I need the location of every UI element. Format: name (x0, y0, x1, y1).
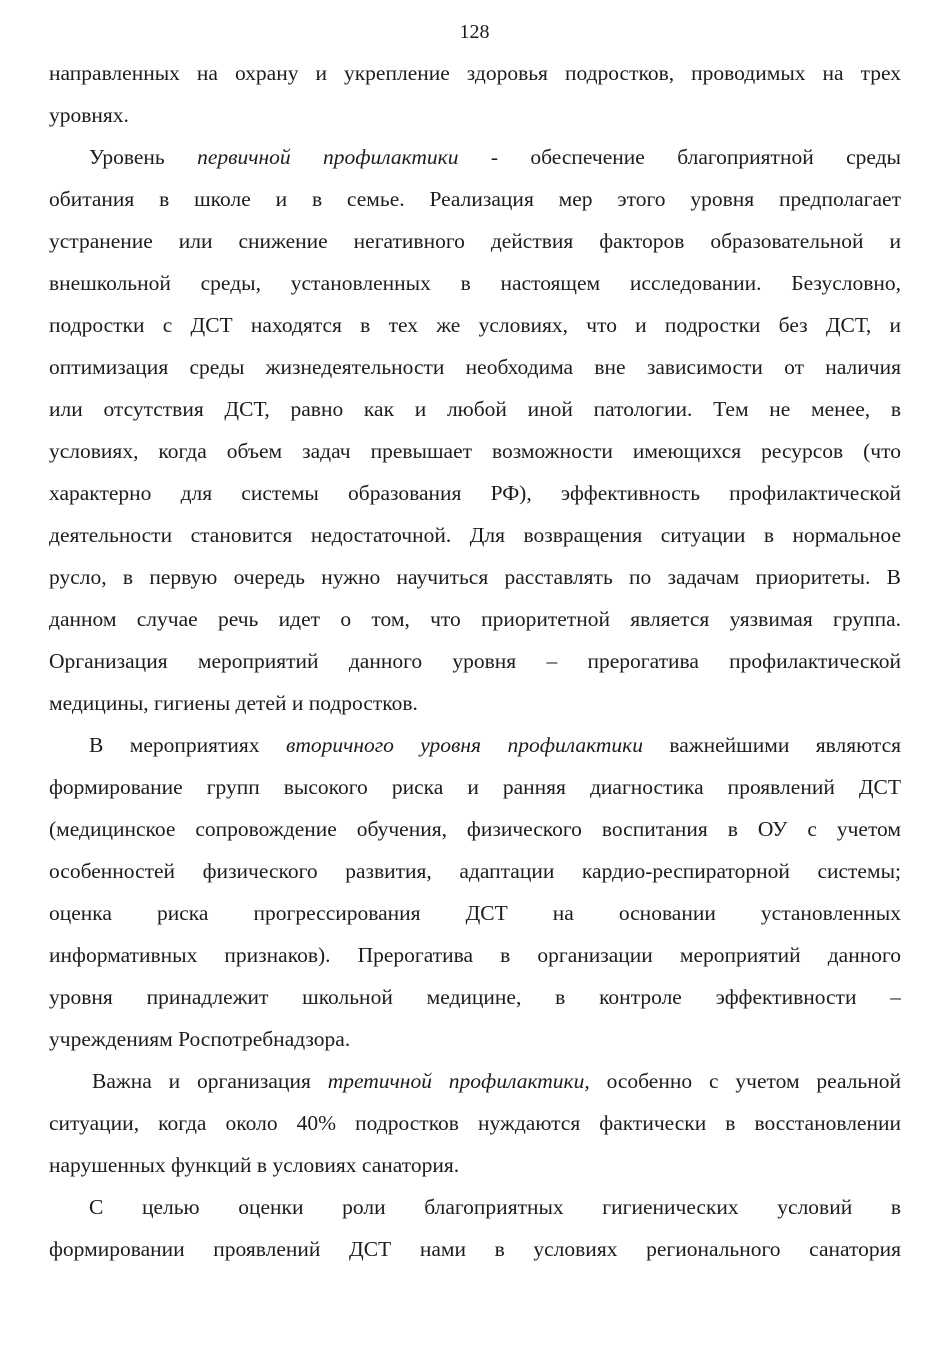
text-line-tertiary-prevention (49, 1060, 901, 1102)
text-line: оптимизация среды жизнедеятельности необходима вне зависимости от наличия (49, 355, 901, 379)
text-line: уровнях. (49, 103, 129, 127)
text-line: подростки с ДСТ находятся в тех же условиях, что и подростки без ДСТ, и (49, 313, 901, 337)
text-run: Уровень (89, 145, 198, 169)
text-line-secondary-prevention (49, 724, 901, 766)
text-run: - обеспечение благоприятной среды (458, 145, 901, 169)
text-run: важнейшими являются (642, 733, 901, 757)
text-line: Организация мероприятий данного уровня – прерогатива профилактической (49, 649, 901, 673)
text-line: С целью оценки роли благоприятных гигиенических условий в (89, 1195, 901, 1219)
text-line: деятельности становится недостаточной. Для возвращения ситуации в нормальное (49, 523, 901, 547)
emphasis-secondary-prevention: вторичного уровня профилактики (285, 733, 643, 757)
text-line: характерно для системы образования РФ), эффективность профилактической (49, 481, 901, 505)
text-line: русло, в первую очередь нужно научиться расставлять по задачам приоритеты. В (49, 565, 901, 589)
text-line: (медицинское сопровождение обучения, физического воспитания в ОУ с учетом (49, 817, 901, 841)
text-line: ситуации, когда около 40% подростков нуждаются фактически в восстановлении (49, 1111, 901, 1135)
text-line: информативных признаков). Прерогатива в организации мероприятий данного (49, 943, 901, 967)
text-line: нарушенных функций в условиях санатория. (49, 1153, 460, 1177)
text-line: формировании проявлений ДСТ нами в условиях регионального санатория (49, 1237, 901, 1261)
page-number: 128 (459, 21, 490, 43)
text-run: Важна и организация (92, 1069, 328, 1093)
text-line: внешкольной среды, установленных в настоящем исследовании. Безусловно, (49, 271, 901, 295)
text-line: уровня принадлежит школьной медицине, в контроле эффективности – (49, 985, 901, 1009)
text-line-primary-prevention (49, 136, 901, 178)
text-line: данном случае речь идет о том, что приоритетной является уязвимая группа. (49, 607, 901, 631)
text-line: формирование групп высокого риска и ранняя диагностика проявлений ДСТ (49, 775, 901, 799)
text-line: особенностей физического развития, адаптации кардио-респираторной системы; (49, 859, 901, 883)
text-line: обитания в школе и в семье. Реализация мер этого уровня предполагает (49, 187, 901, 211)
text-line: или отсутствия ДСТ, равно как и любой иной патологии. Тем не менее, в (49, 397, 901, 421)
text-line: устранение или снижение негативного действия факторов образовательной и (49, 229, 901, 253)
emphasis-primary-prevention: первичной профилактики (197, 145, 459, 169)
text-run: особенно с учетом реальной (589, 1069, 901, 1093)
text-line: условиях, когда объем задач превышает возможности имеющихся ресурсов (что (49, 439, 901, 463)
body-text (49, 52, 901, 1270)
text-line: оценка риска прогрессирования ДСТ на основании установленных (49, 901, 901, 925)
text-run: В мероприятиях (89, 733, 286, 757)
text-line: учреждениям Роспотребнадзора. (49, 1027, 351, 1051)
emphasis-tertiary-prevention: третичной профилактики, (327, 1069, 590, 1093)
text-line: направленных на охрану и укрепление здоровья подростков, проводимых на трех (49, 61, 901, 85)
text-line: медицины, гигиены детей и подростков. (49, 691, 418, 715)
